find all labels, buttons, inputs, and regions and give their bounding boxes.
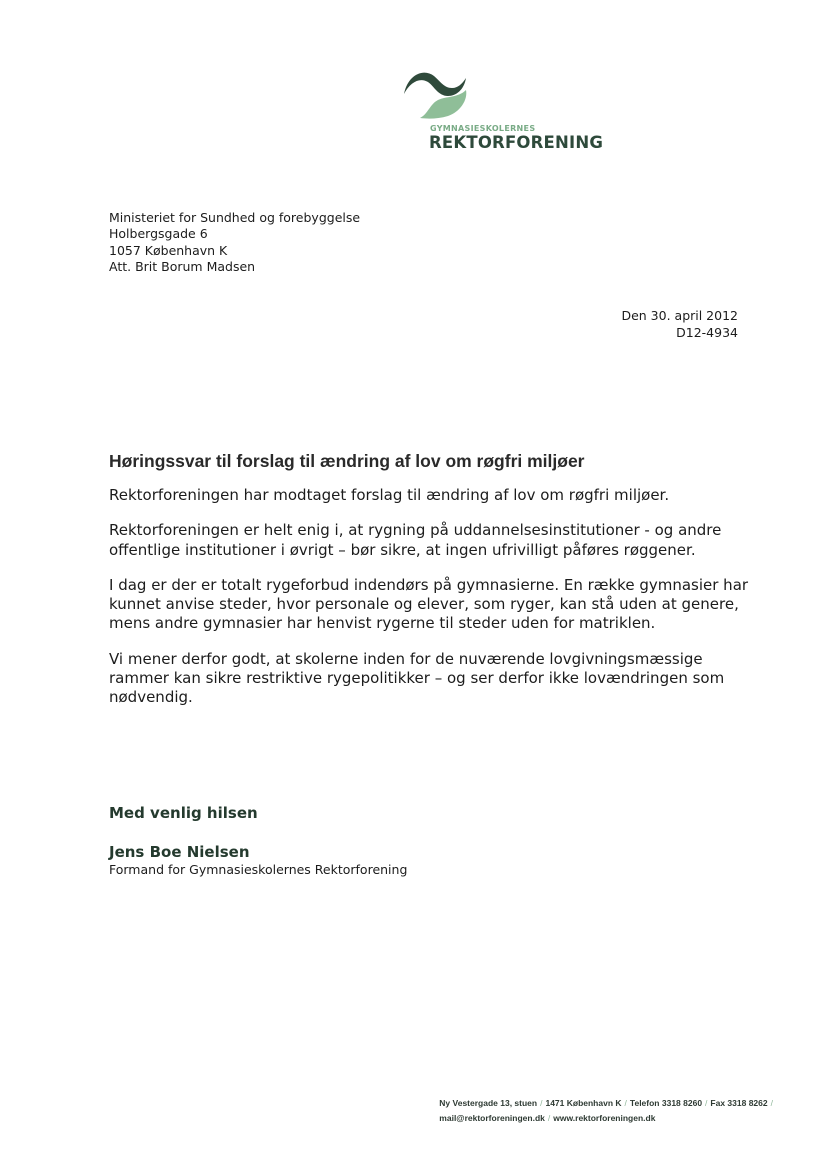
recipient-line: Holbergsgade 6 [109,226,208,242]
date-block [621,307,738,341]
recipient-line: Att. Brit Borum Madsen [109,258,256,274]
body-paragraph: I dag er der er totalt rygeforbud indendørs på gymnasierne. En række gymnasier har kunnet anvise steder, hvor personale og elever, som ryger, kan stå uden at genere, mens andre gymnasier har henvist rygerne til steder uden for matriklen. [109,575,749,633]
letter-subject: Høringssvar til forslag til ændring af lov om røgfri miljøer [109,451,585,471]
footer-separator: / [540,1098,543,1108]
letter-date: Den 30. april 2012 [621,308,738,323]
closing-greeting: Med venlig hilsen [109,804,258,822]
recipient-line: Ministeriet for Sundhed og forebyggelse [109,210,361,225]
footer-contact [439,1096,776,1126]
footer-website[interactable]: www.rektorforeningen.dk [553,1113,656,1123]
signer-name: Jens Boe Nielsen [109,843,250,861]
footer-line-2 [439,1111,776,1126]
footer-email[interactable]: mail@rektorforeningen.dk [439,1113,545,1123]
org-name-small: GYMNASIESKOLERNES [430,124,536,133]
footer-phone: Telefon 3318 8260 [629,1098,703,1108]
recipient-address [109,210,360,275]
footer-separator: / [547,1113,551,1123]
logo-dark-swoosh [404,73,466,96]
footer-line-1 [439,1096,776,1111]
org-name-large: REKTORFORENING [429,133,604,152]
footer-separator: / [770,1098,773,1108]
body-paragraph: Vi mener derfor godt, at skolerne inden for de nuværende lovgivningsmæssige rammer kan sikre restriktive rygepolitikker – og ser derfor ikke lovændringen som nødvendig. [109,649,725,707]
footer-fax: Fax 3318 8262 [710,1098,768,1108]
body-paragraph: Rektorforeningen har modtaget forslag til ændring af lov om røgfri miljøer. [109,486,670,504]
body-paragraph: Rektorforeningen er helt enig i, at rygning på uddannelsesinstitutioner - og andre offentlige institutioner i øvrigt – bør sikre, at ingen ufrivilligt påføres røggener. [109,521,722,559]
letter-body [109,486,749,724]
footer-city: 1471 København K [545,1098,622,1108]
signer-title: Formand for Gymnasieskolernes Rektorforening [109,862,408,877]
footer-separator: / [624,1098,627,1108]
organization-logo [400,64,474,120]
footer-address: Ny Vestergade 13, stuen [439,1098,538,1108]
footer-separator: / [705,1098,708,1108]
reference-number: D12-4934 [676,325,738,340]
recipient-line: 1057 København K [109,242,228,258]
